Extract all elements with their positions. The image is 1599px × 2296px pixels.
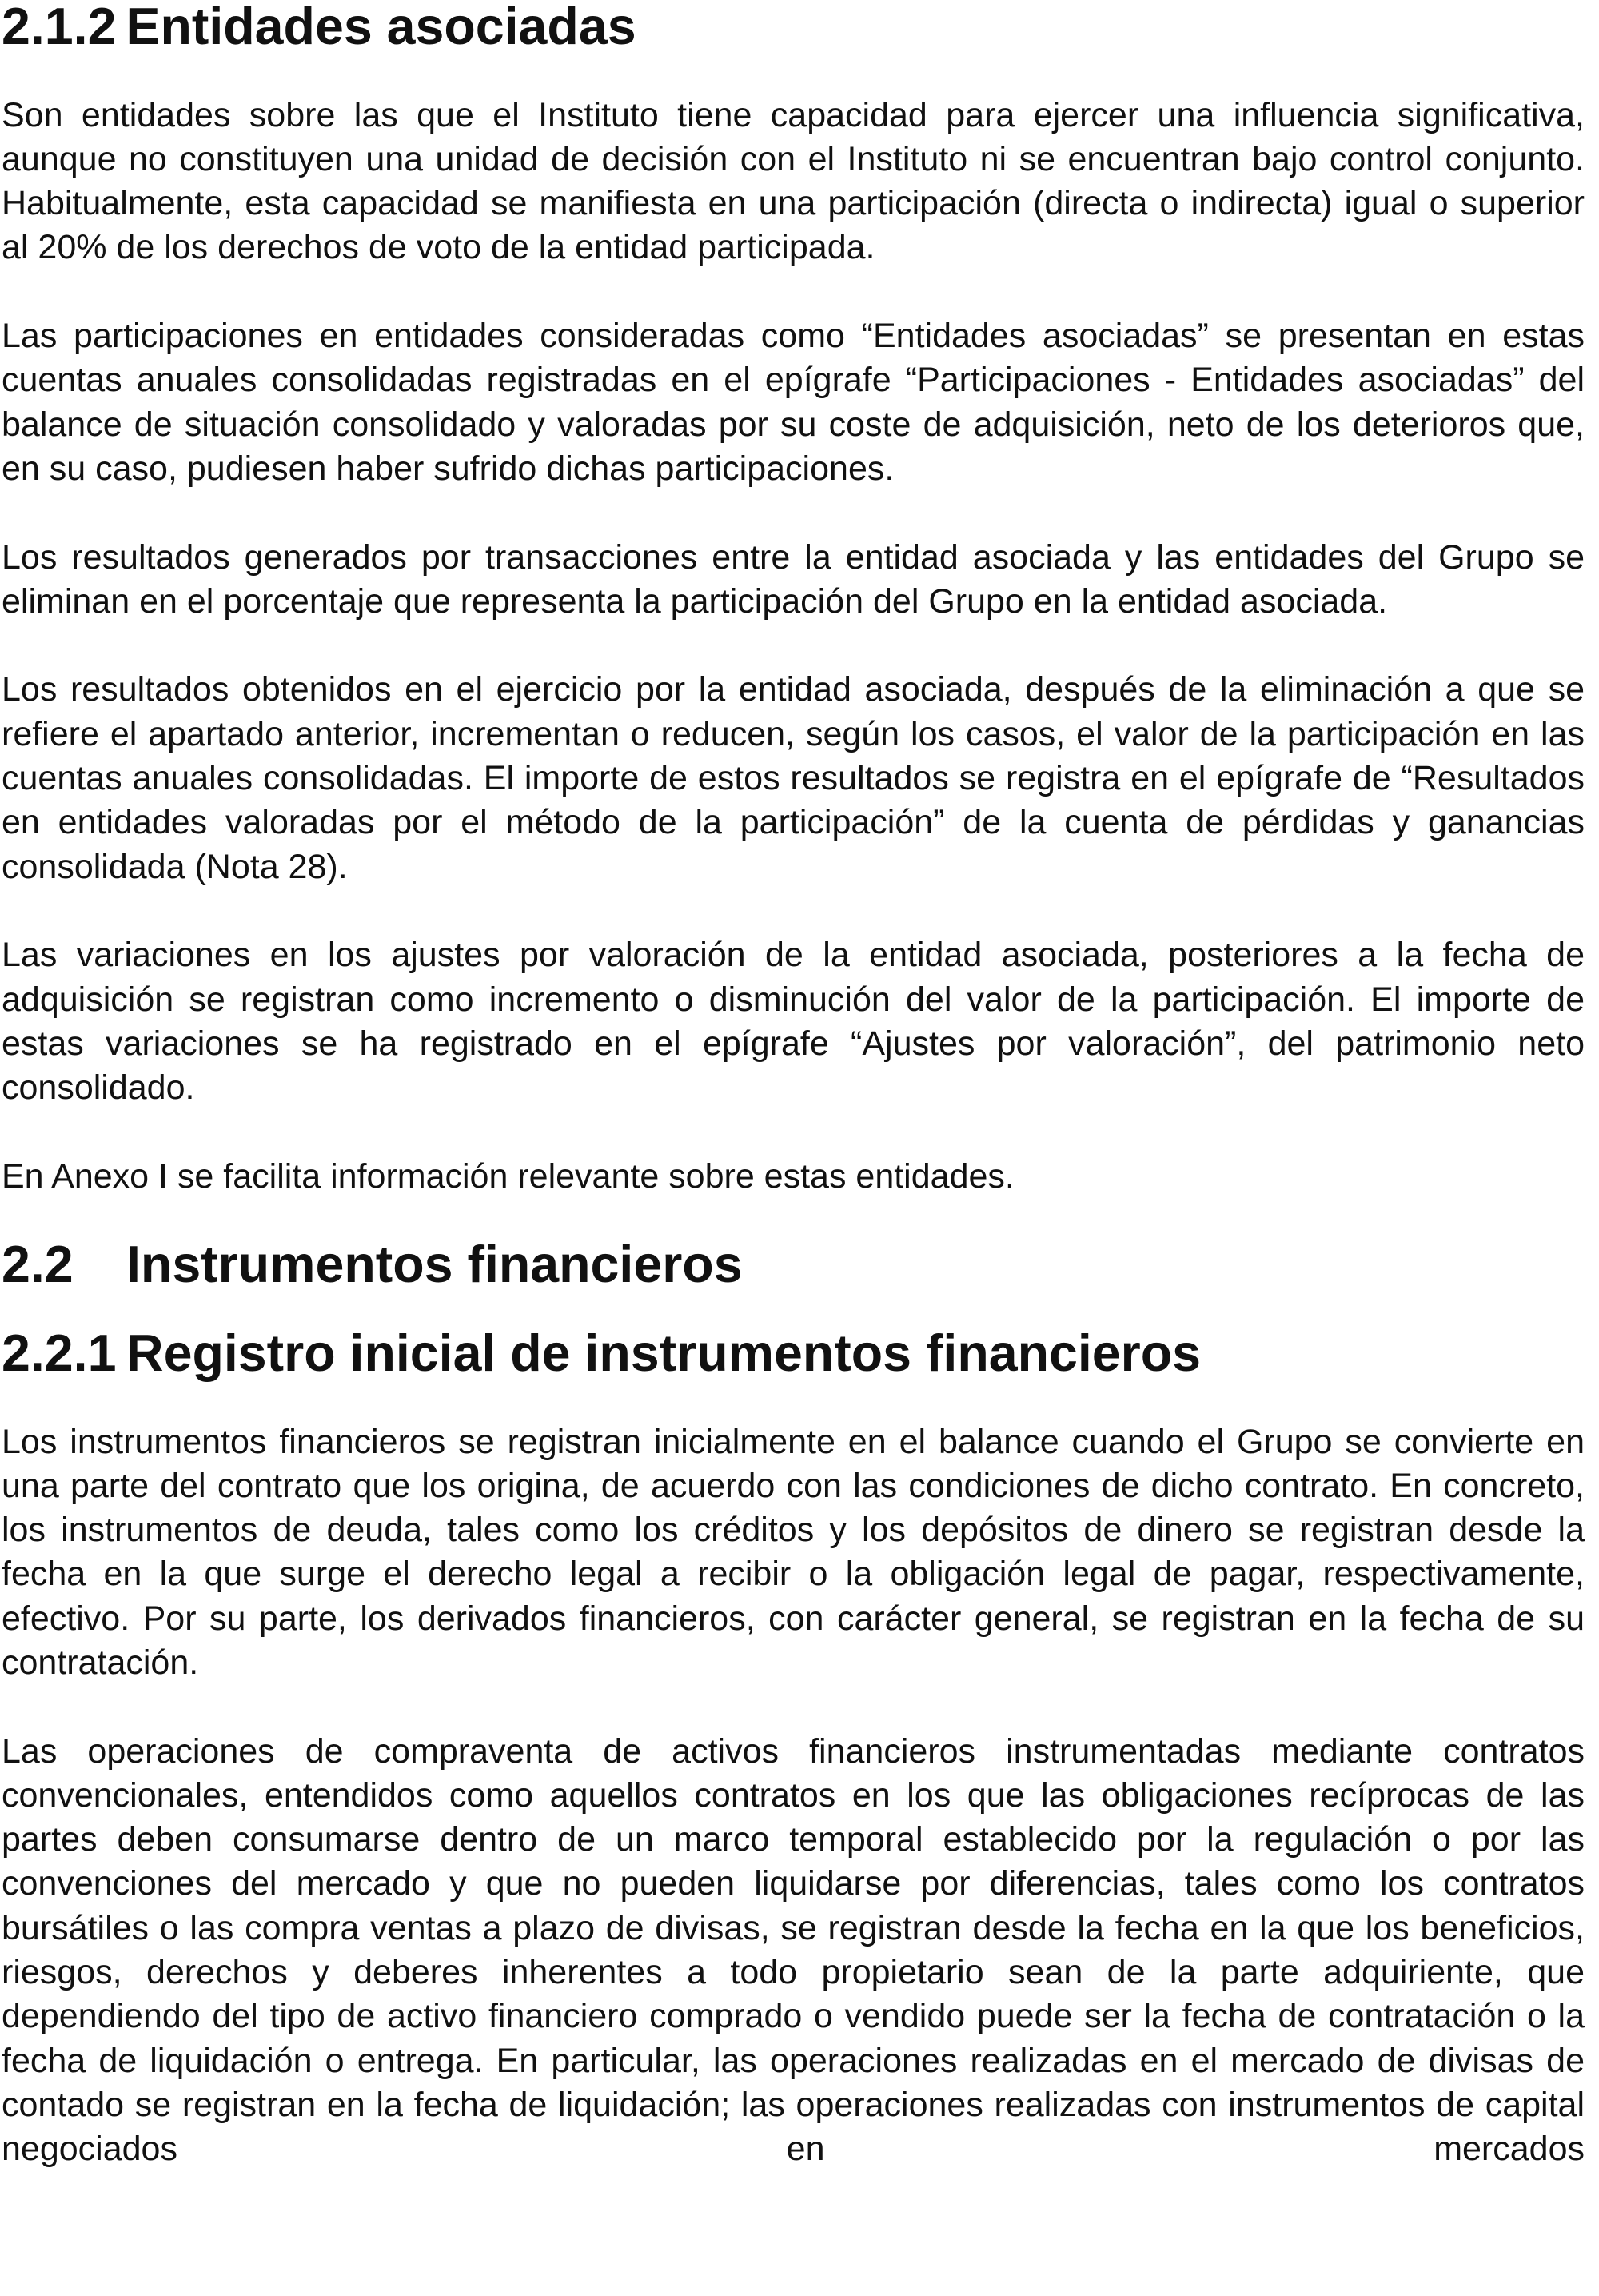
paragraph-annex-reference: En Anexo I se facilita información relevante sobre estas entidades. xyxy=(2,1156,1015,1196)
section-title: Entidades asociadas xyxy=(126,0,636,55)
paragraph-presentation: Las participaciones en entidades consideradas como “Entidades asociadas” se presentan en estas cuentas anuales consolidadas registradas en el epígrafe “Participaciones - Entidades asociadas” del balance de situación consolidado y valoradas por su coste de adquisición, neto de los deterioros que, en su caso, pudiesen haber sufrido dichas participaciones. xyxy=(2,317,1585,488)
section-number: 2.2 xyxy=(2,1236,74,1294)
paragraph-initial-recognition: Los instrumentos financieros se registran inicialmente en el balance cuando el Grupo se convierte en una parte del contrato que los origina, de acuerdo con las condiciones de dicho contrato. En concreto, los instrumentos de deuda, tales como los créditos y los depósitos de dinero se registran desde la fecha en la que surge el derecho legal a recibir o la obligación legal de pagar, respectivamente, efectivo. Por su parte, los derivados financieros, con carácter general, se registran en la fecha de su contratación. xyxy=(2,1422,1585,1682)
paragraph-valuation-adjustments: Las variaciones en los ajustes por valoración de la entidad asociada, posteriores a la fecha de adquisición se registran como incremento o disminución del valor de la participación. El importe de estas variaciones se ha registrado en el epígrafe “Ajustes por valoración”, del patrimonio neto consolidado. xyxy=(2,936,1585,1108)
section-number: 2.1.2 xyxy=(2,0,117,55)
paragraph-transactions: Los resultados generados por transacciones entre la entidad asociada y las entidades del Grupo se eliminan en el porcentaje que representa la participación del Grupo en la entidad asociada. xyxy=(2,537,1585,621)
section-title: Registro inicial de instrumentos financieros xyxy=(126,1324,1202,1382)
paragraph-conventional-contracts: Las operaciones de compraventa de activos financieros instrumentadas mediante contratos convencionales, entendidos como aquellos contratos en los que las obligaciones recíprocas de las partes deben consumarse dentro de un marco temporal establecido por la regulación o por las convenciones del mercado y que no pueden liquidarse por diferencias, tales como los contratos bursátiles o las compra ventas a plazo de divisas, se registran desde la fecha en la que los beneficios, riesgos, derechos y deberes inherentes a todo propietario sean de la parte adquiriente, que dependiendo del tipo de activo financiero comprado o vendido puede ser la fecha de contratación o la fecha de liquidación o entrega. En particular, las operaciones realizadas en el mercado de divisas de contado se registran en la fecha de liquidación; las operaciones realizadas con instrumentos de capital negociados en mercados xyxy=(2,1731,1585,2169)
section-number: 2.2.1 xyxy=(2,1324,117,1382)
section-heading-2-2-1 xyxy=(2,1324,1585,1382)
document-page xyxy=(2,0,1585,2172)
paragraph-definition: Son entidades sobre las que el Instituto tiene capacidad para ejercer una influencia significativa, aunque no constituyen una unidad de decisión con el Instituto ni se encuentran bajo control conjunto. Habitualmente, esta capacidad se manifiesta en una participación (directa o indirecta) igual o superior al 20% de los derechos de voto de la entidad participada. xyxy=(2,95,1585,267)
section-heading-2-2 xyxy=(2,1236,1585,1294)
paragraph-results: Los resultados obtenidos en el ejercicio por la entidad asociada, después de la eliminación a que se refiere el apartado anterior, incrementan o reducen, según los casos, el valor de la participación en las cuentas anuales consolidadas. El importe de estos resultados se registra en el epígrafe de “Resultados en entidades valoradas por el método de la participación” de la cuenta de pérdidas y ganancias consolidada (Nota 28). xyxy=(2,670,1585,886)
section-title: Instrumentos financieros xyxy=(126,1236,743,1294)
section-heading-2-1-2 xyxy=(2,0,1585,55)
